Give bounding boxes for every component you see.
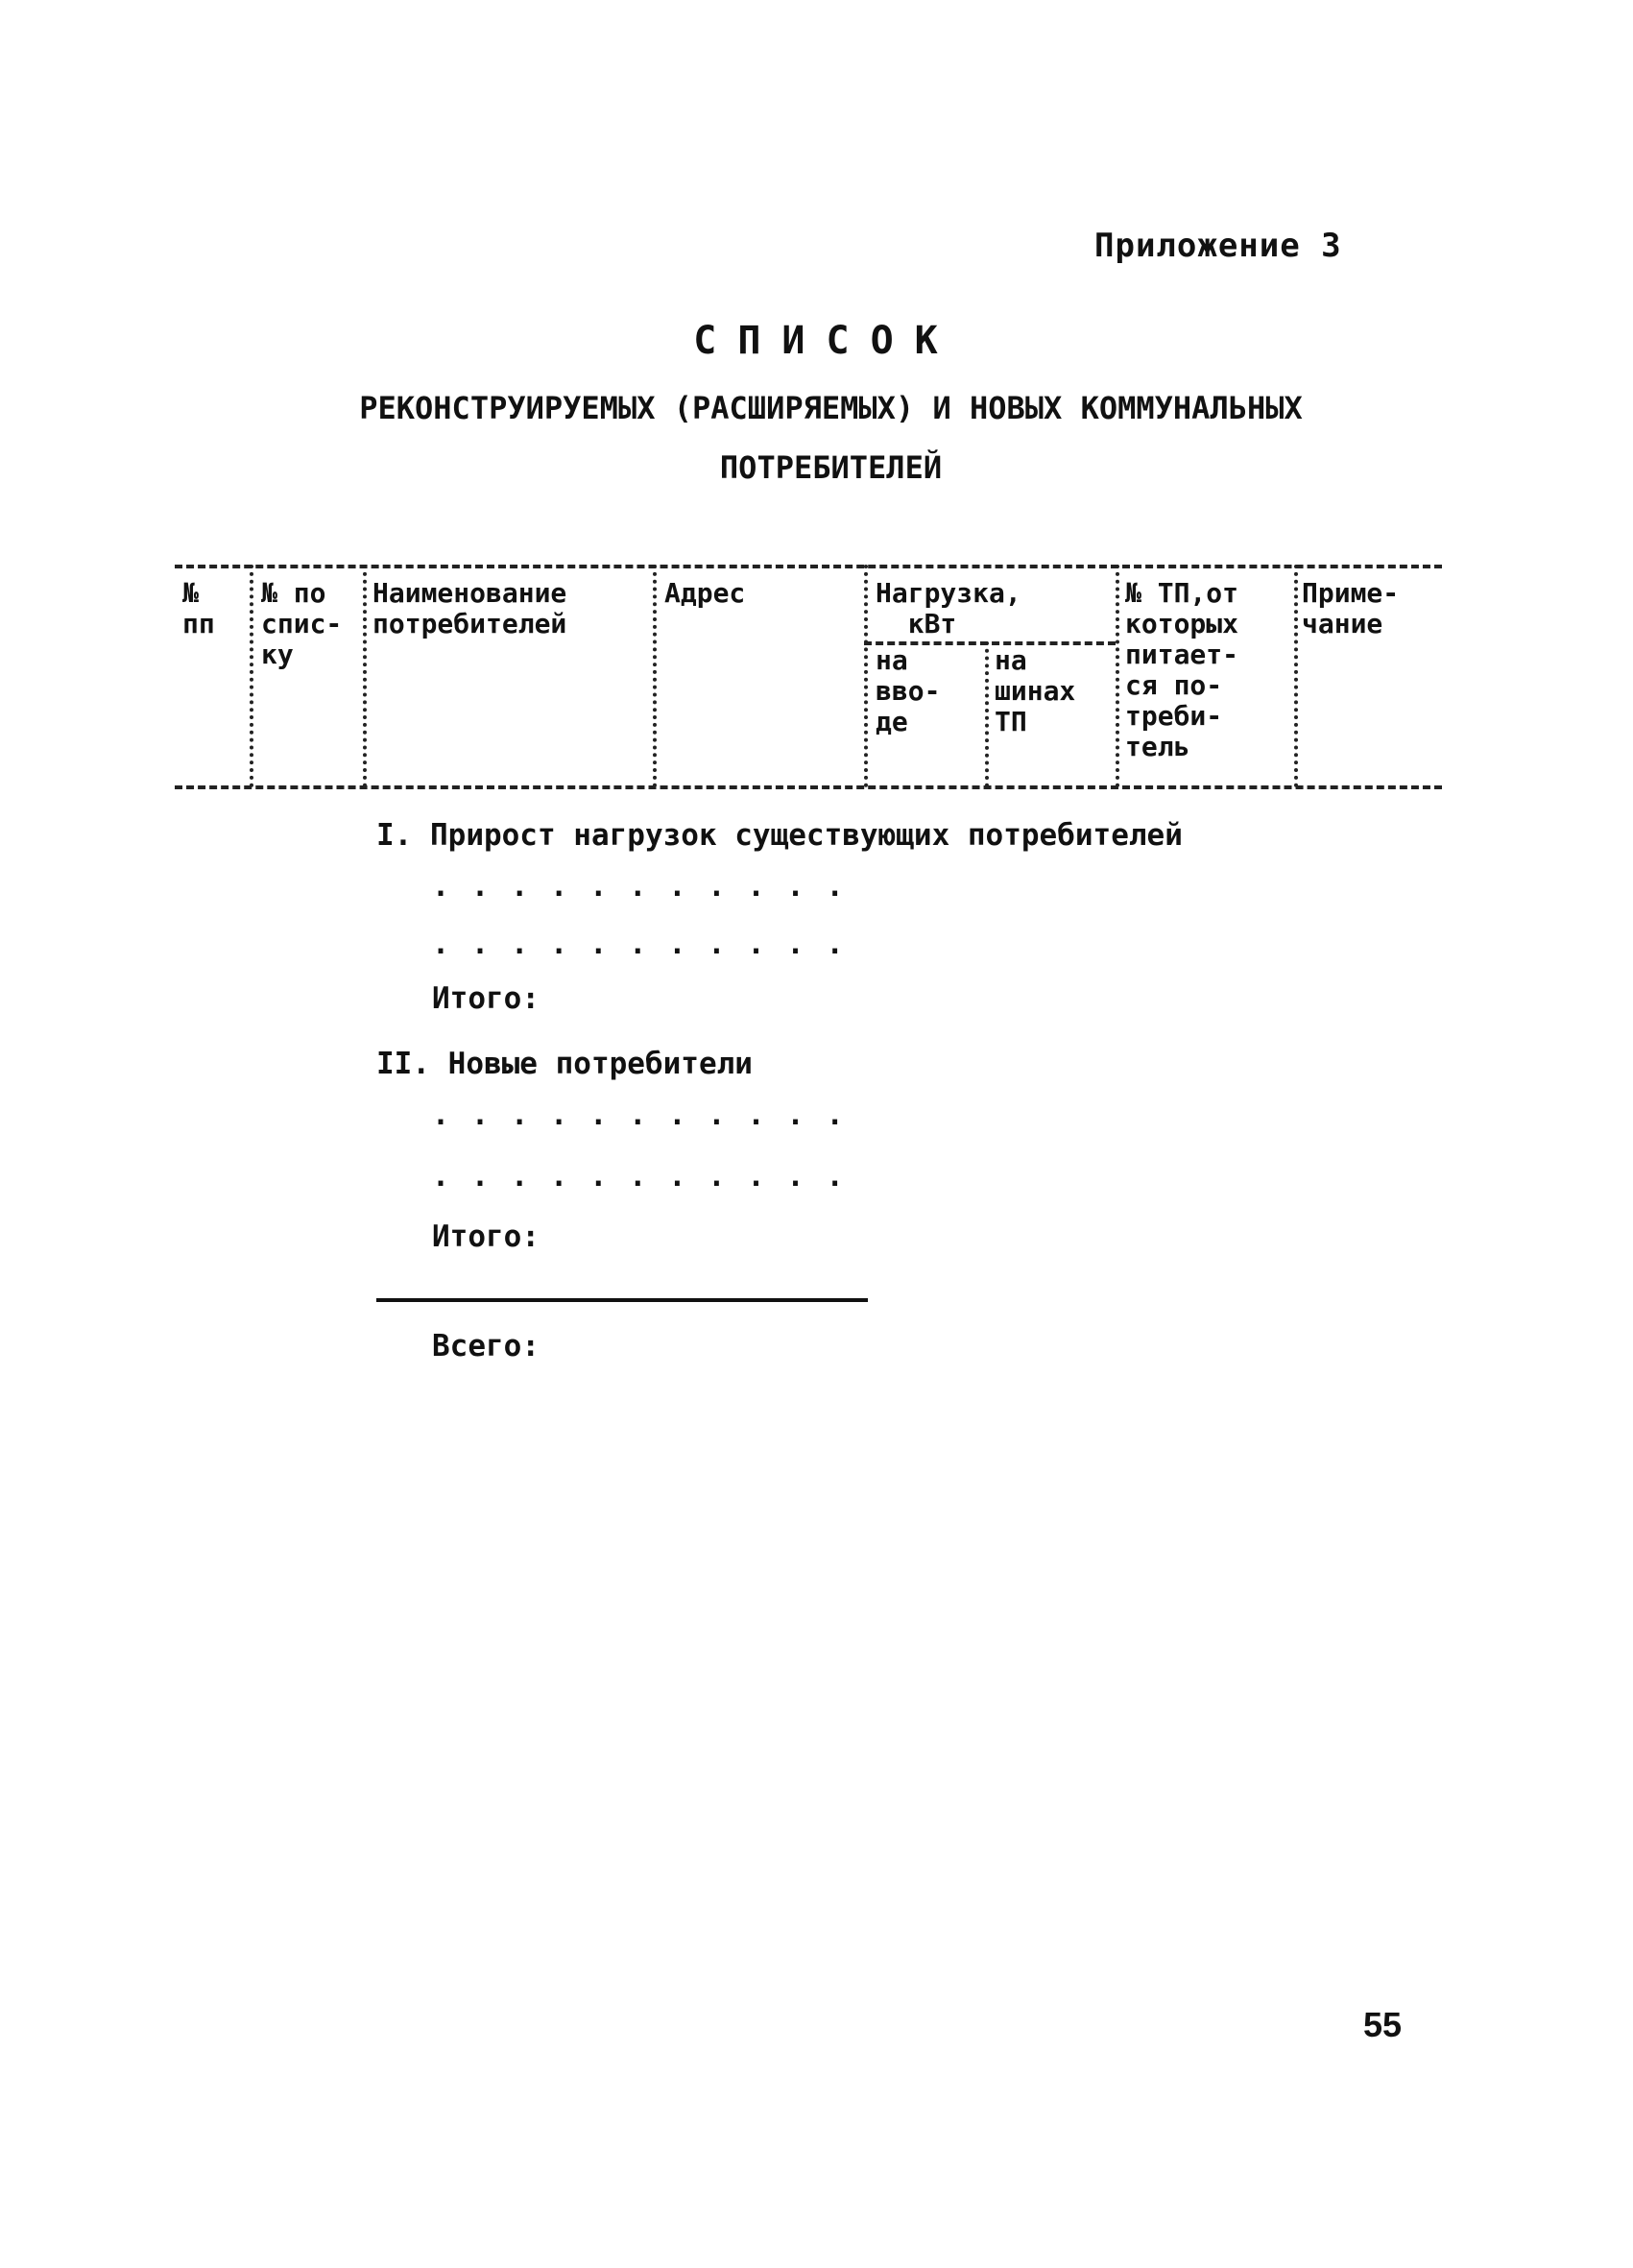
column-divider-6	[1294, 565, 1298, 787]
page-number: 55	[1363, 2005, 1403, 2044]
section1-title: I. Прирост нагрузок существующих потребителей	[376, 818, 1183, 853]
placeholder-dots: ...........	[432, 1098, 866, 1132]
document-subtitle-line2: ПОТРЕБИТЕЛЕЙ	[719, 449, 943, 486]
header-cell-list-number: № по спис- ку	[261, 577, 343, 670]
section1-total: Итого:	[432, 981, 540, 1016]
placeholder-dots: ...........	[432, 1160, 866, 1194]
header-cell-tp: № ТП,от которых питает- ся по- треби- тель	[1125, 577, 1239, 762]
header-cell-number: № пп	[182, 577, 215, 639]
column-divider-1	[250, 565, 253, 787]
column-divider-2	[363, 565, 367, 787]
total-separator-line	[376, 1298, 868, 1302]
header-cell-load-input: на вво- де	[876, 644, 941, 737]
header-cell-load: Нагрузка, кВт	[876, 577, 1021, 639]
column-divider-5	[1116, 565, 1119, 787]
placeholder-dots: ...........	[432, 870, 866, 904]
placeholder-dots: ...........	[432, 928, 866, 961]
grand-total: Всего:	[432, 1329, 540, 1363]
document-title: СПИСОК	[693, 319, 959, 363]
column-divider-4	[864, 565, 868, 787]
section2-title: II. Новые потребители	[376, 1047, 753, 1081]
header-cell-load-bus: на шинах ТП	[995, 644, 1076, 737]
column-divider-load	[985, 641, 989, 787]
appendix-label: Приложение 3	[1094, 227, 1342, 265]
column-divider-3	[653, 565, 657, 787]
document-subtitle-line1: РЕКОНСТРУИРУЕМЫХ (РАСШИРЯЕМЫХ) И НОВЫХ КОММУНАЛЬНЫХ	[359, 390, 1303, 426]
header-cell-name: Наименование потребителей	[372, 577, 567, 639]
header-cell-note: Приме- чание	[1302, 577, 1400, 639]
section2-total: Итого:	[432, 1219, 540, 1254]
header-cell-address: Адрес	[664, 577, 746, 609]
